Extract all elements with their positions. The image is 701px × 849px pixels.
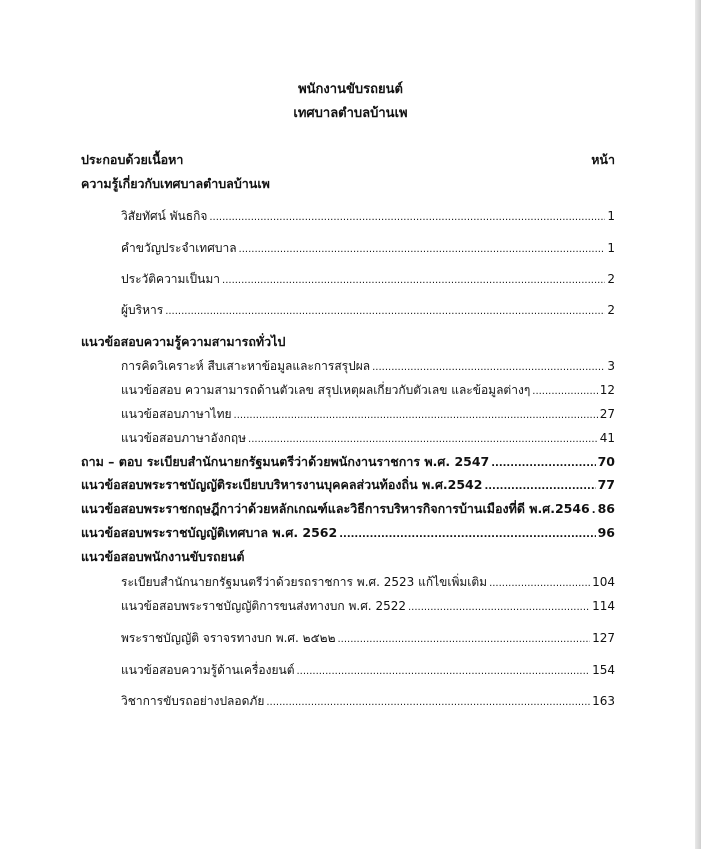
dot-leader — [297, 664, 591, 680]
toc-entry-text: แนวข้อสอบความรู้ด้านเครื่องยนต์ — [121, 663, 295, 677]
section-heading: ความรู้เกี่ยวกับเทศบาลตำบลบ้านเพ — [81, 176, 270, 191]
toc-entry — [121, 430, 615, 448]
toc-entry — [121, 302, 615, 320]
toc-entry-text: ระเบียบสำนักนายกรัฐมนตรีว่าด้วยรถราชการ พ.ศ. 2523 แก้ไขเพิ่มเติม — [121, 575, 488, 589]
toc-main-entry — [81, 477, 615, 495]
dot-leader — [339, 527, 595, 543]
section-heading: แนวข้อสอบความรู้ความสามารถทั่วไป — [81, 334, 286, 349]
dot-leader — [165, 304, 605, 320]
toc-entry — [121, 574, 615, 592]
toc-main-entry — [81, 525, 615, 543]
dot-leader — [337, 632, 590, 648]
toc-entry-page: 86 — [597, 501, 615, 516]
dot-leader — [222, 273, 605, 289]
toc-entry-page: 104 — [592, 575, 615, 589]
toc-entry-page: 154 — [592, 663, 615, 677]
toc-entry-text: ประวัติความเป็นมา — [121, 272, 221, 286]
toc-entry-text: วิสัยทัศน์ พันธกิจ — [121, 209, 208, 223]
toc-entry-page: 2 — [607, 303, 615, 317]
dot-leader — [532, 384, 597, 400]
toc-entry-page: 77 — [597, 477, 615, 492]
toc-entry-text: แนวข้อสอบพระราชกฤษฎีกาว่าด้วยหลักเกณฑ์และวิธีการบริหารกิจการบ้านเมืองที่ดี พ.ศ.2546 — [81, 501, 590, 516]
toc-entry — [121, 358, 615, 376]
dot-leader — [266, 695, 590, 711]
dot-leader — [209, 210, 605, 226]
toc-entry-page: 1 — [607, 209, 615, 223]
toc-entry — [121, 406, 615, 424]
toc-entry-text: คำขวัญประจำเทศบาล — [121, 241, 237, 255]
toc-main-entry — [81, 454, 615, 472]
toc-entry-page: 1 — [607, 241, 615, 255]
dot-leader — [484, 479, 595, 495]
title-line-2: เทศบาลตำบลบ้านเพ — [293, 106, 408, 121]
toc-entry — [121, 208, 615, 226]
toc-entry — [121, 662, 615, 680]
dot-leader — [234, 408, 598, 424]
toc-entry-text: ผู้บริหาร — [121, 303, 164, 317]
dot-leader — [372, 360, 605, 376]
toc-entry-page: 127 — [592, 631, 615, 645]
toc-entry — [121, 630, 615, 648]
toc-entry-text: วิชาการขับรถอย่างปลอดภัย — [121, 694, 265, 708]
toc-entry-page: 41 — [599, 431, 615, 445]
toc-main-entry — [81, 501, 615, 519]
dot-leader — [489, 576, 590, 592]
contents-label: ประกอบด้วยเนื้อหา — [81, 152, 184, 167]
toc-entry-text: แนวข้อสอบพระราชบัญญัติระเบียบบริหารงานบุคคลส่วนท้องถิ่น พ.ศ.2542 — [81, 477, 483, 492]
toc-entry-page: 114 — [592, 599, 615, 613]
toc-entry — [121, 382, 615, 400]
toc-entry-text: ถาม – ตอบ ระเบียบสำนักนายกรัฐมนตรีว่าด้วยพนักงานราชการ พ.ศ. 2547 — [81, 454, 490, 469]
page-column-label: หน้า — [591, 152, 615, 167]
toc-entry — [121, 271, 615, 289]
toc-header — [81, 152, 615, 168]
toc-entry-text: แนวข้อสอบพระราชบัญญัติเทศบาล พ.ศ. 2562 — [81, 525, 338, 540]
toc-entry-page: 12 — [599, 383, 615, 397]
toc-entry-text: แนวข้อสอบพระราชบัญญัติการขนส่งทางบก พ.ศ. 2522 — [121, 599, 406, 613]
toc-entry — [121, 598, 615, 616]
toc-entry-page: 163 — [592, 694, 615, 708]
toc-entry-text: แนวข้อสอบภาษาไทย — [121, 407, 232, 421]
page-edge-shadow — [695, 0, 701, 849]
toc-entry — [121, 240, 615, 258]
section-heading: แนวข้อสอบพนักงานขับรถยนต์ — [81, 549, 245, 564]
toc-entry-text: แนวข้อสอบภาษาอังกฤษ — [121, 431, 247, 445]
toc-entry-page: 2 — [607, 272, 615, 286]
document-title — [0, 78, 701, 126]
toc-entry — [121, 693, 615, 711]
toc-entry-page: 3 — [607, 359, 615, 373]
toc-entry-text: การคิดวิเคราะห์ สืบเสาะหาข้อมูลและการสรุปผล — [121, 359, 371, 373]
title-line-1: พนักงานขับรถยนต์ — [298, 82, 403, 97]
dot-leader — [592, 503, 596, 519]
dot-leader — [491, 456, 595, 472]
dot-leader — [248, 432, 598, 448]
dot-leader — [239, 242, 606, 258]
toc-entry-page: 27 — [599, 407, 615, 421]
toc-entry-page: 96 — [597, 525, 615, 540]
toc-entry-page: 70 — [597, 454, 615, 469]
toc-entry-text: แนวข้อสอบ ความสามารถด้านตัวเลข สรุปเหตุผลเกี่ยวกับตัวเลข และข้อมูลต่างๆ — [121, 383, 531, 397]
dot-leader — [408, 600, 590, 616]
toc-entry-text: พระราชบัญญัติ จราจรทางบก พ.ศ. ๒๕๒๒ — [121, 631, 336, 645]
